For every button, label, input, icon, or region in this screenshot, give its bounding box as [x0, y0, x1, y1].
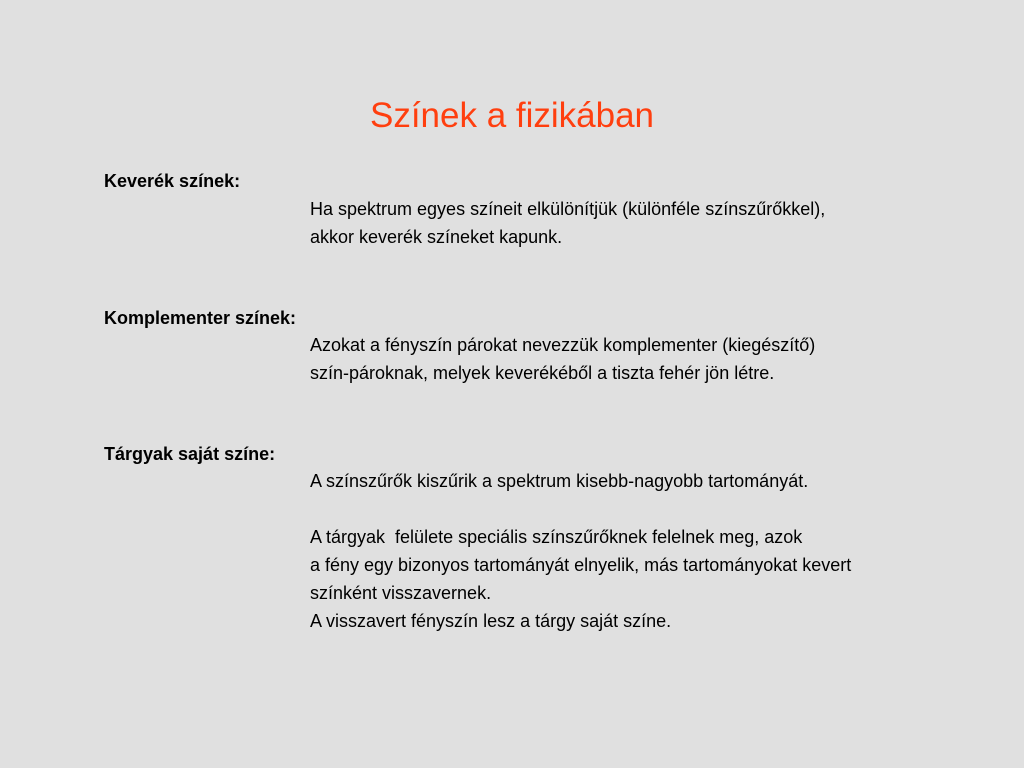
section-body-targyak: [310, 467, 1010, 635]
body-line: A visszavert fényszín lesz a tárgy saját színe.: [310, 611, 672, 631]
section-heading-komplementer: Komplementer színek:: [104, 308, 297, 328]
body-line: Azokat a fényszín párokat nevezzük komplementer (kiegészítő): [310, 335, 816, 355]
blank-line: [310, 495, 1010, 523]
body-line: A színszűrők kiszűrik a spektrum kisebb-nagyobb tartományát.: [310, 471, 809, 491]
body-line: A tárgyak felülete speciális színszűrőknek felelnek meg, azok: [310, 527, 803, 547]
section-body-keverek: [310, 195, 1010, 251]
slide-title: Színek a fizikában: [369, 96, 655, 135]
section-heading-targyak: Tárgyak saját színe:: [104, 444, 276, 464]
body-line: a fény egy bizonyos tartományát elnyelik, más tartományokat kevert: [310, 555, 852, 575]
body-line: szín-pároknak, melyek keverékéből a tiszta fehér jön létre.: [310, 363, 775, 383]
section-body-komplementer: [310, 331, 1010, 387]
section-heading-keverek: Keverék színek:: [104, 171, 241, 191]
body-line: Ha spektrum egyes színeit elkülönítjük (különféle színszűrőkkel),: [310, 199, 826, 219]
body-line: színként visszavernek.: [310, 583, 492, 603]
body-line: akkor keverék színeket kapunk.: [310, 227, 563, 247]
